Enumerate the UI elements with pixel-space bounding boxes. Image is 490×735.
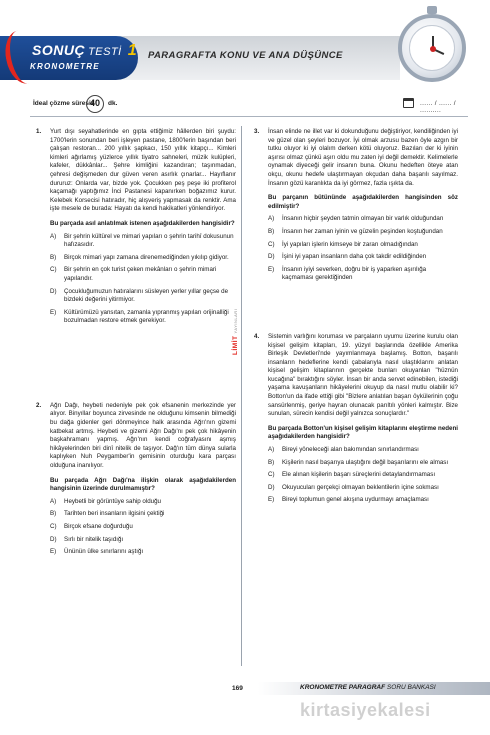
ideal-time-value: 40: [86, 95, 104, 113]
option-a[interactable]: [50, 498, 236, 507]
option-d[interactable]: [268, 484, 458, 493]
option-b[interactable]: [50, 510, 236, 519]
option-e[interactable]: [268, 266, 458, 283]
option-letter: A): [268, 215, 275, 223]
option-letter: E): [50, 548, 57, 556]
option-letter: E): [50, 308, 57, 316]
option-text: Kültürümüzü yansıtan, zamanla yıpranmış yapıları orijinalliği bozulmadan restore etmek gerekiyor.: [64, 308, 229, 325]
option-b[interactable]: [268, 459, 458, 468]
publisher-sub: YAYINLARI: [233, 308, 238, 334]
page-header: [0, 0, 490, 92]
testi-text: TESTİ: [88, 46, 122, 58]
option-text: Birçok mimari yapı zamana direnemediğinden yıkılıp gidiyor.: [64, 253, 229, 261]
option-letter: C): [50, 266, 57, 274]
question-number: 2.: [36, 401, 42, 409]
option-letter: D): [50, 287, 57, 295]
option-letter: C): [268, 471, 275, 479]
clock-center: [430, 46, 436, 52]
series-title: [300, 684, 436, 691]
option-e[interactable]: [50, 548, 236, 557]
calendar-icon: [403, 98, 414, 108]
option-text: Sırlı bir nitelik taşıdığı: [64, 535, 124, 543]
option-e[interactable]: [268, 496, 458, 505]
ideal-time-label: İdeal çözme süresiz: [33, 100, 95, 107]
time-bar: [30, 96, 470, 114]
header-divider: [30, 116, 468, 117]
option-text: Okuyucuları gerçekçi olmayan beklentilerin içine sokması: [282, 483, 439, 491]
watermark: kirtasiyekalesi: [300, 700, 431, 720]
right-column: [254, 128, 458, 505]
option-text: Ününün ülke sınırlarını aştığı: [64, 548, 144, 556]
publisher-name: LİMİT: [232, 335, 239, 355]
publisher-logo: [232, 309, 239, 355]
test-number: 1: [127, 42, 138, 59]
brand-name: KRONOMETRE: [30, 62, 100, 71]
ideal-time-unit: dk.: [108, 100, 118, 107]
clock-face: [409, 25, 455, 71]
option-letter: C): [50, 523, 57, 530]
option-text: Heybetli bir görüntüye sahip olduğu: [64, 497, 161, 505]
option-text: Ele alınan kişilerin başarı süreçlerini detaylandırmaması: [282, 471, 436, 479]
option-letter: D): [268, 483, 275, 491]
option-b[interactable]: [268, 228, 458, 237]
question-4: [254, 333, 458, 505]
question-2: [36, 402, 236, 557]
option-text: Bir şehrin kültürel ve mimari yapıları o şehrin tarihî dokusunun hafızasıdır.: [64, 232, 234, 249]
option-letter: A): [50, 232, 57, 240]
option-letter: A): [50, 497, 57, 505]
option-c[interactable]: [50, 266, 236, 283]
option-letter: C): [268, 240, 275, 248]
option-text: Tarihten beri insanların ilgisini çektiği: [64, 510, 165, 518]
option-c[interactable]: [268, 471, 458, 480]
question-stem: Bu parçanın bütününde aşağıdakilerden hangisinden söz edilmiştir?: [268, 194, 458, 210]
option-letter: D): [268, 253, 275, 261]
left-column: [36, 128, 236, 557]
option-text: Bireyi toplumun genel akışına uydurmayı amaçlaması: [282, 496, 429, 504]
test-label: [32, 42, 137, 60]
option-letter: B): [50, 253, 57, 261]
page-number: 169: [232, 685, 243, 692]
option-a[interactable]: [50, 233, 236, 250]
series-bold: KRONOMETRE PARAGRAF: [300, 684, 386, 691]
question-text: Yurt dışı seyahatlerinde en gıpta ettiğimiz hâllerden biri şuydu: 1700'lerin sonundan beri işleyen pastane, 1800'lerin başından beri çalışan restoran... 200 yıllık şapkacı, 150 yıllık kitapçı... Kimleri kimleri ağırlamış yüzlerce yıllık tiyatro sahneleri, müzik kulüpleri, kafeler, dükkânlar... Şehre kimliğini kazandıran; taşınmadan, çehresi değişmeden dur güven veren asırlık çınarlar... Hayıflanır dururuz: Onlarda var, bizde yok. Çocukken peş peşe iki profiterol kaçamağı yaptığımız İnci Pastanesi kapanırken boğazımız kurur. Kelebek Korsecisi hatıradır, hiç alışveriş yapmasak da renktir. Ama işte mesele de burada: Hayatı da kendi hakikatleri yönlendiriyor.: [50, 128, 236, 213]
option-letter: B): [268, 227, 275, 235]
series-normal: SORU BANKASI: [386, 684, 436, 691]
option-d[interactable]: [50, 288, 236, 305]
question-text: İnsan elinde ne illet var ki dokunduğunu değiştiriyor, kendiliğinden iyi ve güzel olan şeyleri bozuyor. İyi olmak arzusu bazen öyle azgın bir tutku oluyor ki iyi olalım derken kötü oluyoruz. Bazıları der ki iyinin aşırısı olmaz çünkü aşırı oldu mu zaten iyi değil demektir. Kelimelerle oynamak diyeceği gelir insanın buna. Okunu hedeften öteye atan okçu, okunu hedefe ulaştırmayan okçudan daha başarılı sayılmaz. İnsanın gözü karanlıkta da iyi görmez, fazla ışıkta da.: [268, 128, 458, 187]
question-1: [36, 128, 236, 326]
option-a[interactable]: [268, 215, 458, 224]
question-text: Ağrı Dağı, heybeti nedeniyle pek çok efsanenin merkezinde yer alıyor. Binyıllar boyunca zirvesinde ne olduğunu kimsenin bilmediği bu dağa gidenler geri dönmeyince halk arasında Ağrı'nın gizemi katbekat artmış. Heybeti ve gizemi Ağrı Dağı'nı pek çok hikâyenin başkahramanı yapmış. Ağrı'nın kendi coğrafyasını aşmış hikâyelerinden biri dinî nitelik de taşıyor. Dağ'ın tüm dünya sularla kaplıyken Nuh Peygamber'in gemisinin oturduğu kara parçası olduğuna inanılıyor.: [50, 401, 236, 470]
option-text: Çocukluğumuzun hatıralarını süsleyen yerler yıllar geçse de bizdeki değerini yitirmiyor.: [64, 287, 229, 304]
option-text: Birçok efsane doğurduğu: [64, 523, 133, 530]
question-3: [254, 128, 458, 283]
page-title: PARAGRAFTA KONU VE ANA DÜŞÜNCE: [148, 50, 343, 61]
option-letter: A): [268, 446, 275, 454]
question-stem: Bu parçada asıl anlatılmak istenen aşağıdakilerden hangisidir?: [50, 219, 235, 227]
option-a[interactable]: [268, 446, 458, 455]
option-letter: D): [50, 535, 57, 543]
question-number: 3.: [254, 128, 260, 135]
question-text: Sistemin varlığını koruması ve parçaların uyumu üzerine kurulu olan kişisel gelişim kitapları, 19. yüzyıl başlarında özellikle Amerika Birleşik Devletleri'nde yayımlanmaya başlamış. Botton, başarılı insanların hedeflerine kendi çabalarıyla nasıl ulaştıklarını anlatan kişisel gelişim kitaplarının gerçekte bunları okuyanları "hüznün kucağına" bıraktığını söyler. İnsan bir anda servet edinebilen, istediği yaşama kavuşanların hikâyelerini okuyup da nasıl mutlu olabilir ki? Botton'un da ifade ettiği gibi "Bizlere anlatılan başarı öykülerinin çoğu sansürlenmiş, geriye hayran olunacak parıltılı yönleri kalmıştır. Bize sunulan, sürecin kendisi değil yalnızca sonuçlardır.": [268, 332, 458, 418]
question-number: 1.: [36, 128, 42, 135]
option-text: İnsanın iyiyi severken, doğru bir iş yaparken aşırılığa kaçmaması gerektiğinden: [282, 265, 427, 282]
option-c[interactable]: [268, 241, 458, 250]
option-text: İşini iyi yapan insanların daha çok takdir edildiğinden: [282, 253, 427, 261]
option-text: Bireyi yöneleceği alan bakımından sınırlandırması: [282, 446, 419, 454]
option-d[interactable]: [268, 253, 458, 262]
option-d[interactable]: [50, 536, 236, 545]
stopwatch-icon: [398, 14, 466, 82]
option-letter: E): [268, 265, 275, 273]
date-field[interactable]: ...... / ...... / ..........: [420, 100, 456, 114]
option-letter: B): [268, 458, 275, 466]
option-text: Kişilerin nasıl başarıya ulaştığını değil başarılarını ele alması: [282, 458, 449, 466]
option-text: İyi yapıları işlerin kimseye bir zararı olmadığından: [282, 240, 418, 248]
question-number: 4.: [254, 332, 260, 340]
option-text: İnsanın hiçbir şeyden tatmin olmayan bir varlık olduğundan: [282, 215, 444, 223]
option-letter: B): [50, 510, 57, 518]
option-text: İnsanın her zaman iyinin ve güzelin peşinden koştuğundan: [282, 227, 443, 235]
option-b[interactable]: [50, 254, 236, 263]
sonuc-text: SONUÇ: [32, 42, 86, 58]
page-footer: [0, 682, 490, 702]
option-letter: E): [268, 496, 275, 504]
column-divider: [241, 126, 242, 666]
option-text: Bir şehrin en çok turist çeken mekânları o şehrin mimari yapılarıdır.: [64, 266, 217, 282]
question-stem: Bu parçada Ağrı Dağı'na ilişkin olarak aşağıdakilerden hangisinin üzerinde durulmamıştır?: [50, 476, 236, 493]
option-e[interactable]: [50, 309, 236, 326]
stopwatch-knob: [427, 6, 437, 14]
option-c[interactable]: [50, 523, 236, 532]
question-stem: Bu parçada Botton'un kişisel gelişim kitaplarını eleştirme nedeni aşağıdakilerden hangisidir?: [268, 424, 458, 441]
